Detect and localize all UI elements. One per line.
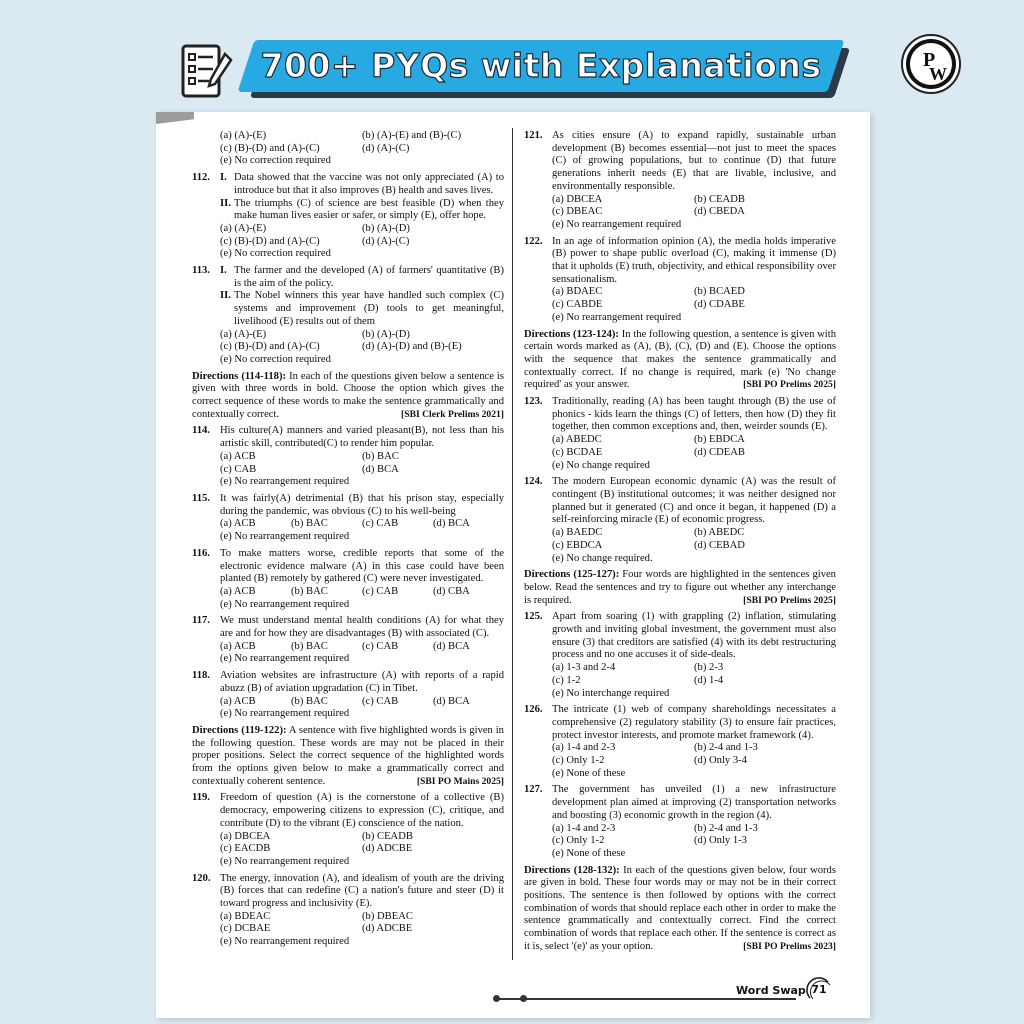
option[interactable]: (b) CEADB (694, 193, 745, 205)
source-tag: [SBI Clerk Prelims 2021] (401, 408, 504, 420)
option[interactable]: (c) 1-2 (552, 674, 581, 686)
option[interactable]: (d) ADCBE (362, 923, 413, 935)
option[interactable]: (a) ACB (220, 695, 256, 707)
option[interactable]: (a) BAEDC (552, 527, 603, 539)
option[interactable]: (b) 2-4 and 1-3 (694, 822, 758, 834)
column-divider (512, 128, 513, 960)
q125-options (552, 662, 836, 700)
option[interactable]: (e) No rearrangement required (552, 311, 682, 323)
option[interactable]: (d) BCA (433, 518, 470, 530)
option[interactable]: (c) Only 1-2 (552, 835, 605, 847)
option[interactable]: (c) (B)-(D) and (A)-(C) (220, 142, 320, 154)
option[interactable]: (e) No rearrangement required (220, 598, 350, 610)
footer-dot (520, 995, 527, 1002)
section-name: Word Swap (736, 984, 806, 997)
q120-options (220, 911, 504, 949)
option[interactable]: (b) (A)-(D) (362, 222, 410, 234)
option[interactable]: (a) DBCEA (552, 193, 603, 205)
option[interactable]: (c) CABDE (552, 299, 603, 311)
page-number: 71 (806, 976, 832, 1002)
option[interactable]: (a) ACB (220, 585, 256, 597)
question-124: 124. The modern European economic dynamic (A) was the result of contingent (B) institutional outcomes; it was neither designed nor planned but it generated (C) and once it began, it happened (D) a self-reinforcing miracle (E) of economic progress. (524, 476, 836, 526)
option[interactable]: (b) BAC (362, 450, 399, 462)
q113-options (220, 329, 504, 367)
option[interactable]: (b) BAC (291, 640, 328, 652)
source-tag: [SBI PO Prelims 2023] (743, 940, 836, 952)
option[interactable]: (e) None of these (552, 847, 626, 859)
option[interactable]: (d) (A)-(C) (362, 235, 410, 247)
option[interactable]: (b) 2-4 and 1-3 (694, 742, 758, 754)
option[interactable]: (a) ACB (220, 640, 256, 652)
option[interactable]: (b) EBDCA (694, 434, 745, 446)
question-123: 123. Traditionally, reading (A) has been taught through (B) the use of phonics - kids learn the things (C) of letters, then how (D) they fit together, then common exceptions and, then, weirder sounds (E). (524, 396, 836, 433)
question-114: 114. His culture(A) manners and varied pleasant(B), not less than his artistic skill, contributed(C) to render him popular. (192, 425, 504, 450)
svg-text:P: P (923, 49, 936, 71)
option[interactable]: (d) (A)-(C) (362, 142, 410, 154)
option[interactable]: (b) (A)-(E) and (B)-(C) (362, 130, 462, 141)
question-116: 116. To make matters worse, credible reports that some of the electronic evidence malware (A) in this case could have been planted (B) remotely by gathered (C) were never investigated. (192, 547, 504, 585)
source-tag: [SBI PO Prelims 2025] (743, 594, 836, 606)
checklist-icon (181, 44, 233, 100)
source-tag: [SBI PO Mains 2025] (416, 775, 504, 787)
option[interactable]: (d) BCA (362, 463, 399, 475)
option[interactable]: (b) ABEDC (694, 527, 745, 539)
pw-logo-icon (901, 34, 961, 94)
question-126: 126. The intricate (1) web of company shareholdings necessitates a comprehensive (2) regulatory stability (3) to ensure fair practices, protect investor interests, and promote market framework (4). (524, 704, 836, 741)
option[interactable]: (e) No rearrangement required (220, 476, 350, 488)
option[interactable]: (e) No rearrangement required (220, 708, 350, 720)
question-113: 113. I. The farmer and the developed (A) of farmers' quantitative (B) is the aim of the policy. II. The Nobel winners this year have handled such complex (C) systems and improvement (D) tools to get meaningful, livelihood (E) results out of them (192, 265, 504, 327)
option[interactable]: (b) BAC (291, 518, 328, 530)
option[interactable]: (c) DCBAE (220, 923, 271, 935)
question-122: 122. In an age of information opinion (A), the media holds imperative (B) power to shape public overload (C), making it immense (D) that it upholds (E) truth, objectivity, and ethical responsibility over sensationalism. (524, 235, 836, 285)
q112-options (220, 223, 504, 261)
option[interactable]: (d) Only 3-4 (694, 755, 747, 767)
option[interactable]: (e) No change required. (552, 552, 653, 564)
option[interactable]: (e) No interchange required (552, 687, 670, 699)
option[interactable]: (a) ACB (220, 450, 256, 462)
option[interactable]: (c) (B)-(D) and (A)-(C) (220, 235, 320, 247)
option[interactable]: (c) Only 1-2 (552, 755, 605, 767)
directions-114-118: Directions (114-118): In each of the questions given below a sentence is given with three words in bold. Choose the option which gives the correct sequence of these words to make the sentence grammatically and contextually correct. [SBI Clerk Prelims 2021] (192, 370, 504, 420)
option[interactable]: (a) DBCEA (220, 830, 271, 842)
option[interactable]: (e) No rearrangement required (220, 653, 350, 665)
directions-125-127: Directions (125-127): Four words are highlighted in the sentences given below. Read the sentences and try to figure out whether any interchange is required. [SBI PO Prelims 2025] (524, 569, 836, 606)
option[interactable]: (e) No correction required (220, 248, 331, 260)
option[interactable]: (a) (A)-(E) (220, 130, 267, 141)
option[interactable]: (e) No rearrangement required (220, 936, 350, 948)
q126-options (552, 742, 836, 780)
option[interactable]: (e) None of these (552, 767, 626, 779)
option[interactable]: (a) ABEDC (552, 434, 602, 446)
option[interactable]: (d) 1-4 (694, 674, 724, 686)
option[interactable]: (d) CDEAB (694, 446, 745, 458)
option[interactable]: (b) BCAED (694, 286, 745, 298)
q111-options (220, 130, 504, 168)
option[interactable]: (b) 2-3 (694, 662, 724, 674)
q121-options (552, 194, 836, 232)
question-117: 117. We must understand mental health conditions (A) for what they are and for how they are disadvantages (B) with associated (C). (192, 615, 504, 640)
option[interactable]: (c) CAB (220, 463, 257, 475)
option[interactable]: (e) No rearrangement required (552, 218, 682, 230)
svg-text:W: W (929, 64, 947, 84)
option[interactable]: (a) ACB (220, 518, 256, 530)
q119-options (220, 831, 504, 869)
option[interactable]: (b) BAC (291, 585, 328, 597)
option[interactable]: (d) BCA (433, 695, 470, 707)
q115-options (220, 518, 504, 543)
right-column (524, 130, 836, 954)
option[interactable]: (d) Only 1-3 (694, 835, 747, 847)
footer-dot (493, 995, 500, 1002)
source-tag: [SBI PO Prelims 2025] (743, 379, 836, 391)
directions-128-132: Directions (128-132): In each of the questions given below, four words are given in bold. These four words may or may not be in their correct positions. The sentence is then followed by options with the correct combination of words that should replace each other in order to make the sentence grammatically and contextually correct. Find the correct combination of words that replace each other. If the sentence is correct as it is, select '(e)' as your option. [SBI PO Prelims 2023] (524, 864, 836, 952)
option[interactable]: (d) BCA (433, 640, 470, 652)
directions-123-124: Directions (123-124): In the following question, a sentence is given with certain words marked as (A), (B), (C), (D) and (E). Choose the options with the sequence that makes the sentence grammatically and contextually correct. If no change is required, mark (e) 'No change required' as your answer. [SBI PO Prelims 2025] (524, 328, 836, 391)
option[interactable]: (d) ADCBE (362, 843, 413, 855)
option[interactable]: (b) BAC (291, 695, 328, 707)
option[interactable]: (b) DBEAC (362, 910, 413, 922)
q116-options (220, 586, 504, 611)
footer-rule (496, 998, 796, 1000)
option[interactable]: (e) No correction required (220, 353, 331, 365)
option[interactable]: (d) (A)-(D) and (B)-(E) (362, 341, 462, 353)
option[interactable]: (a) 1-3 and 2-4 (552, 662, 616, 674)
option[interactable]: (e) No rearrangement required (220, 855, 350, 867)
q117-options (220, 641, 504, 666)
q114-options (220, 451, 504, 489)
question-119: 119. Freedom of question (A) is the cornerstone of a collective (B) democracy, empowering citizens to expression (C), critique, and contribute (D) to the vibrant (E) conscience of the nation. (192, 792, 504, 829)
option[interactable]: (d) CBA (433, 585, 470, 597)
q127-options (552, 823, 836, 861)
option[interactable]: (e) No correction required (220, 155, 331, 167)
question-112: 112. I. Data showed that the vaccine was not only appreciated (A) to introduce but that it also improves (B) health and saves lives. II. The triumphs (C) of science are best feasible (D) when they make human lives easier or safer, or simply (E), offer hope. (192, 172, 504, 222)
option[interactable]: (d) CBEDA (694, 206, 745, 218)
question-127: 127. The government has unveiled (1) a new infrastructure development plan aimed at improving (2) transportation networks and boosting (3) economic growth in the region (4). (524, 784, 836, 821)
option[interactable]: (b) (A)-(D) (362, 328, 410, 340)
option[interactable]: (c) BCDAE (552, 446, 603, 458)
left-column (192, 130, 504, 949)
option[interactable]: (e) No rearrangement required (220, 531, 350, 543)
option[interactable]: (c) EACDB (220, 843, 271, 855)
page-title: 700+ PYQs with Explanations (260, 46, 822, 85)
option[interactable]: (a) BDEAC (220, 910, 271, 922)
option[interactable]: (c) CAB (362, 585, 399, 597)
question-118: 118. Aviation websites are infrastructure (A) with reports of a rapid abuzz (B) of aviation upgradation (C) in Tibet. (192, 670, 504, 694)
option[interactable]: (a) 1-4 and 2-3 (552, 822, 616, 834)
option[interactable]: (a) (A)-(E) (220, 328, 267, 340)
option[interactable]: (a) BDAEC (552, 286, 603, 298)
directions-119-122: Directions (119-122): A sentence with five highlighted words is given in the following question. These words are may not be placed in their proper positions. Select the correct sequence of the highlighted words from the options given below to make a grammatically correct and contextually coherent sentence. [SBI PO Mains 2025] (192, 724, 504, 787)
option[interactable]: (c) DBEAC (552, 206, 603, 218)
option[interactable]: (c) CAB (362, 695, 399, 707)
q124-options (552, 527, 836, 565)
option[interactable]: (c) EBDCA (552, 539, 603, 551)
option[interactable]: (d) CDABE (694, 299, 745, 311)
question-115: 115. It was fairly(A) detrimental (B) that his prison stay, especially during the pandemic, was obvious (C) to his well-being (192, 492, 504, 517)
option[interactable]: (e) No change required (552, 459, 650, 471)
option[interactable]: (c) CAB (362, 640, 399, 652)
option[interactable]: (a) 1-4 and 2-3 (552, 742, 616, 754)
q123-options (552, 434, 836, 472)
option[interactable]: (d) CEBAD (694, 539, 745, 551)
option[interactable]: (b) CEADB (362, 830, 413, 842)
question-120: 120. The energy, innovation (A), and idealism of youth are the driving (B) forces that can redefine (C) a nation's future and steer (D) it toward progress and inclusivity (E). (192, 872, 504, 910)
q122-options (552, 286, 836, 324)
question-125: 125. Apart from soaring (1) with grappling (2) inflation, stimulating growth and inviting global investment, the government must also ensure (3) that creditors are satisfied (4) with its debt restructuring process and no one accuses it of side-deals. (524, 611, 836, 661)
option[interactable]: (a) (A)-(E) (220, 222, 267, 234)
option[interactable]: (c) (B)-(D) and (A)-(C) (220, 341, 320, 353)
option[interactable]: (c) CAB (362, 518, 399, 530)
q118-options (220, 696, 504, 721)
question-121: 121. As cities ensure (A) to expand rapidly, sustainable urban development (B) becomes essential—not just to meet the spaces (C) of growing populations, but to continue (D) that future generations inherit needs (E) that are livable, inclusive, and environmentally responsible. (524, 130, 836, 192)
